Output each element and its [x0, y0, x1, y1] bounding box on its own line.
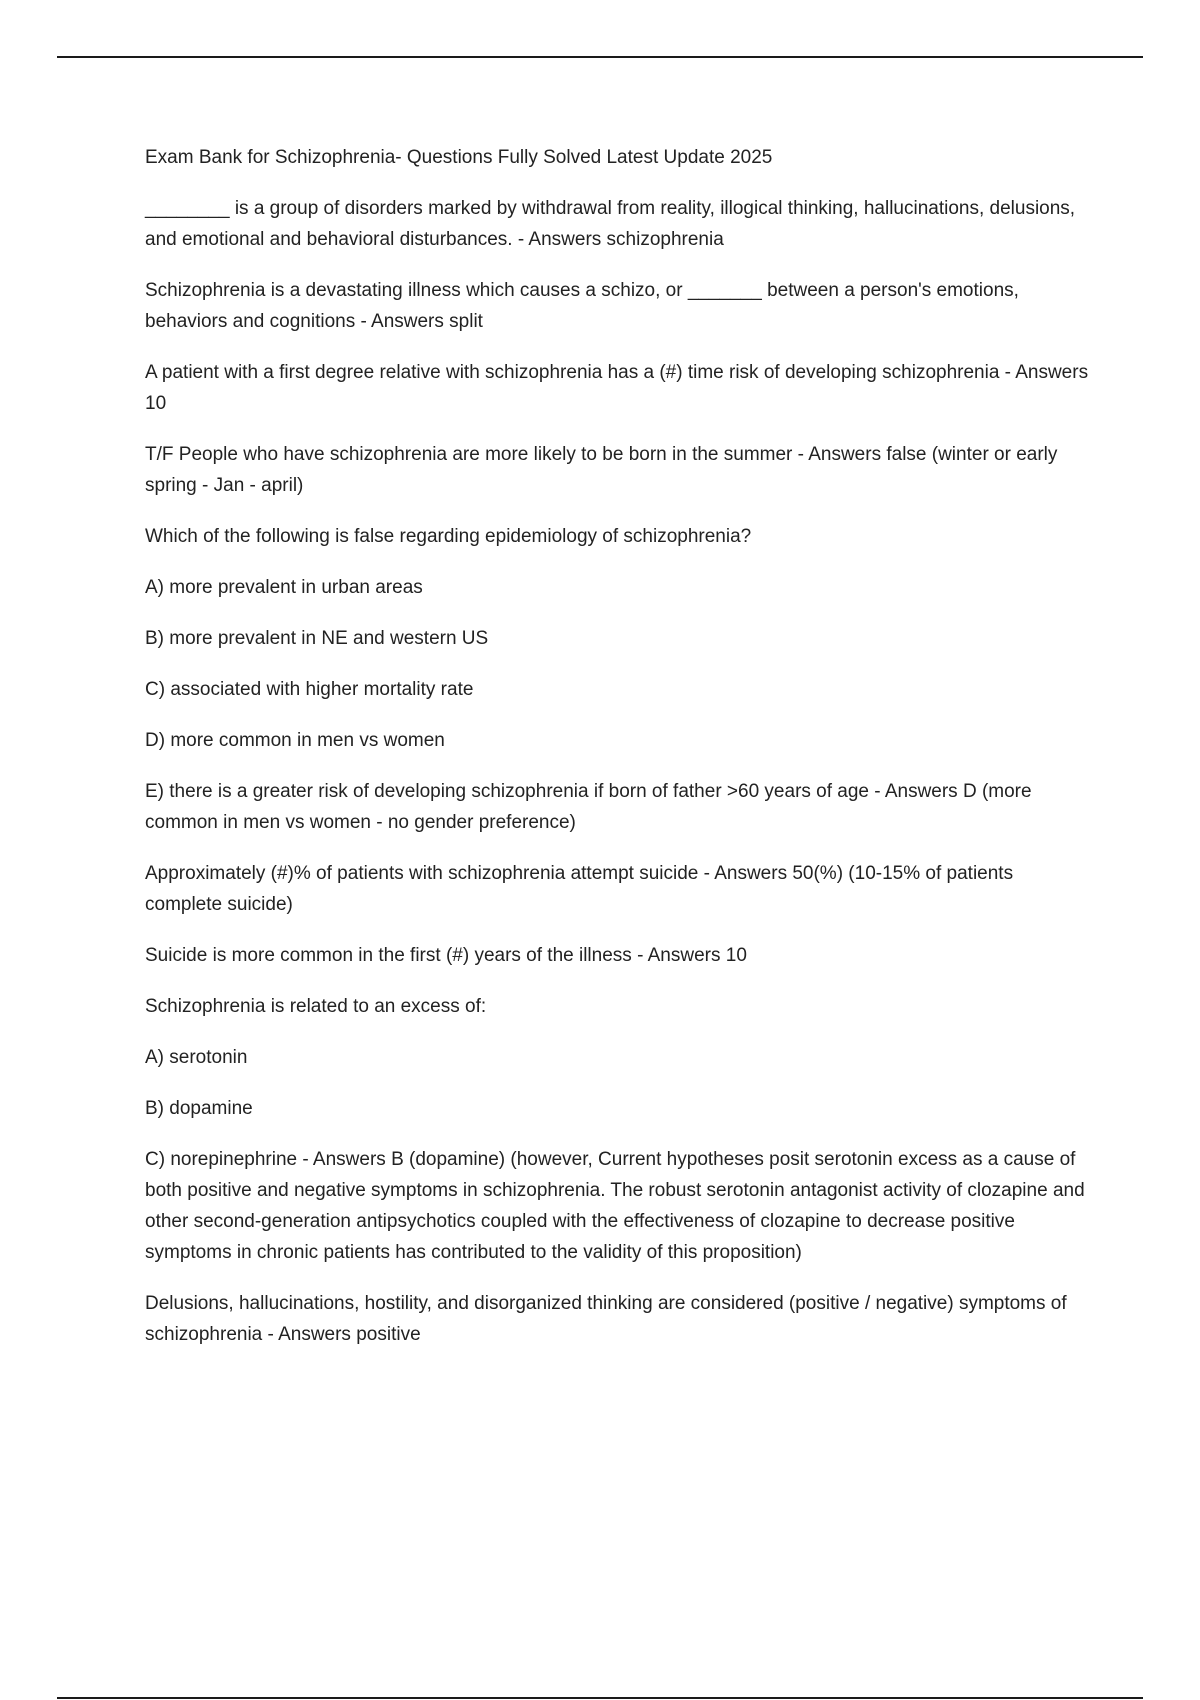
question-2: Schizophrenia is a devastating illness which causes a schizo, or _______ between a person's emotions, behaviors and cognitions - Answers split — [145, 280, 1019, 332]
question-5-option-d: D) more common in men vs women — [145, 730, 445, 751]
document-body — [145, 143, 1095, 1370]
question-9: Delusions, hallucinations, hostility, and disorganized thinking are considered (positive / negative) symptoms of schizophrenia - Answers positive — [145, 1293, 1067, 1345]
question-5-option-b: B) more prevalent in NE and western US — [145, 628, 489, 649]
question-8-option-c-answer: C) norepinephrine - Answers B (dopamine) (however, Current hypotheses posit serotonin excess as a cause of both positive and negative symptoms in schizophrenia. The robust serotonin antagonist activity of clozapine and other second-generation antipsychotics coupled with the effectiveness of clozapine to decrease positive symptoms in chronic patients has contributed to the validity of this proposition) — [145, 1149, 1085, 1263]
question-5-option-e-answer: E) there is a greater risk of developing schizophrenia if born of father >60 years of age - Answers D (more common in men vs women - no gender preference) — [145, 781, 1032, 833]
question-8-option-b: B) dopamine — [145, 1098, 253, 1119]
question-5-stem: Which of the following is false regarding epidemiology of schizophrenia? — [145, 526, 752, 547]
question-5-option-a: A) more prevalent in urban areas — [145, 577, 423, 598]
footer-divider — [57, 1697, 1143, 1699]
question-1: ________ is a group of disorders marked by withdrawal from reality, illogical thinking, hallucinations, delusions, and emotional and behavioral disturbances. - Answers schizophrenia — [145, 198, 1076, 250]
header-divider — [57, 56, 1143, 58]
question-5-option-c: C) associated with higher mortality rate — [145, 679, 474, 700]
document-title: Exam Bank for Schizophrenia- Questions Fully Solved Latest Update 2025 — [145, 147, 773, 168]
question-6: Approximately (#)% of patients with schizophrenia attempt suicide - Answers 50(%) (10-15% of patients complete suicide) — [145, 863, 1014, 915]
question-8-stem: Schizophrenia is related to an excess of: — [145, 996, 487, 1017]
question-7: Suicide is more common in the first (#) years of the illness - Answers 10 — [145, 945, 747, 966]
question-3: A patient with a first degree relative with schizophrenia has a (#) time risk of developing schizophrenia - Answers 10 — [145, 362, 1089, 414]
question-8-option-a: A) serotonin — [145, 1047, 248, 1068]
question-4: T/F People who have schizophrenia are more likely to be born in the summer - Answers false (winter or early spring - Jan - april) — [145, 444, 1058, 496]
